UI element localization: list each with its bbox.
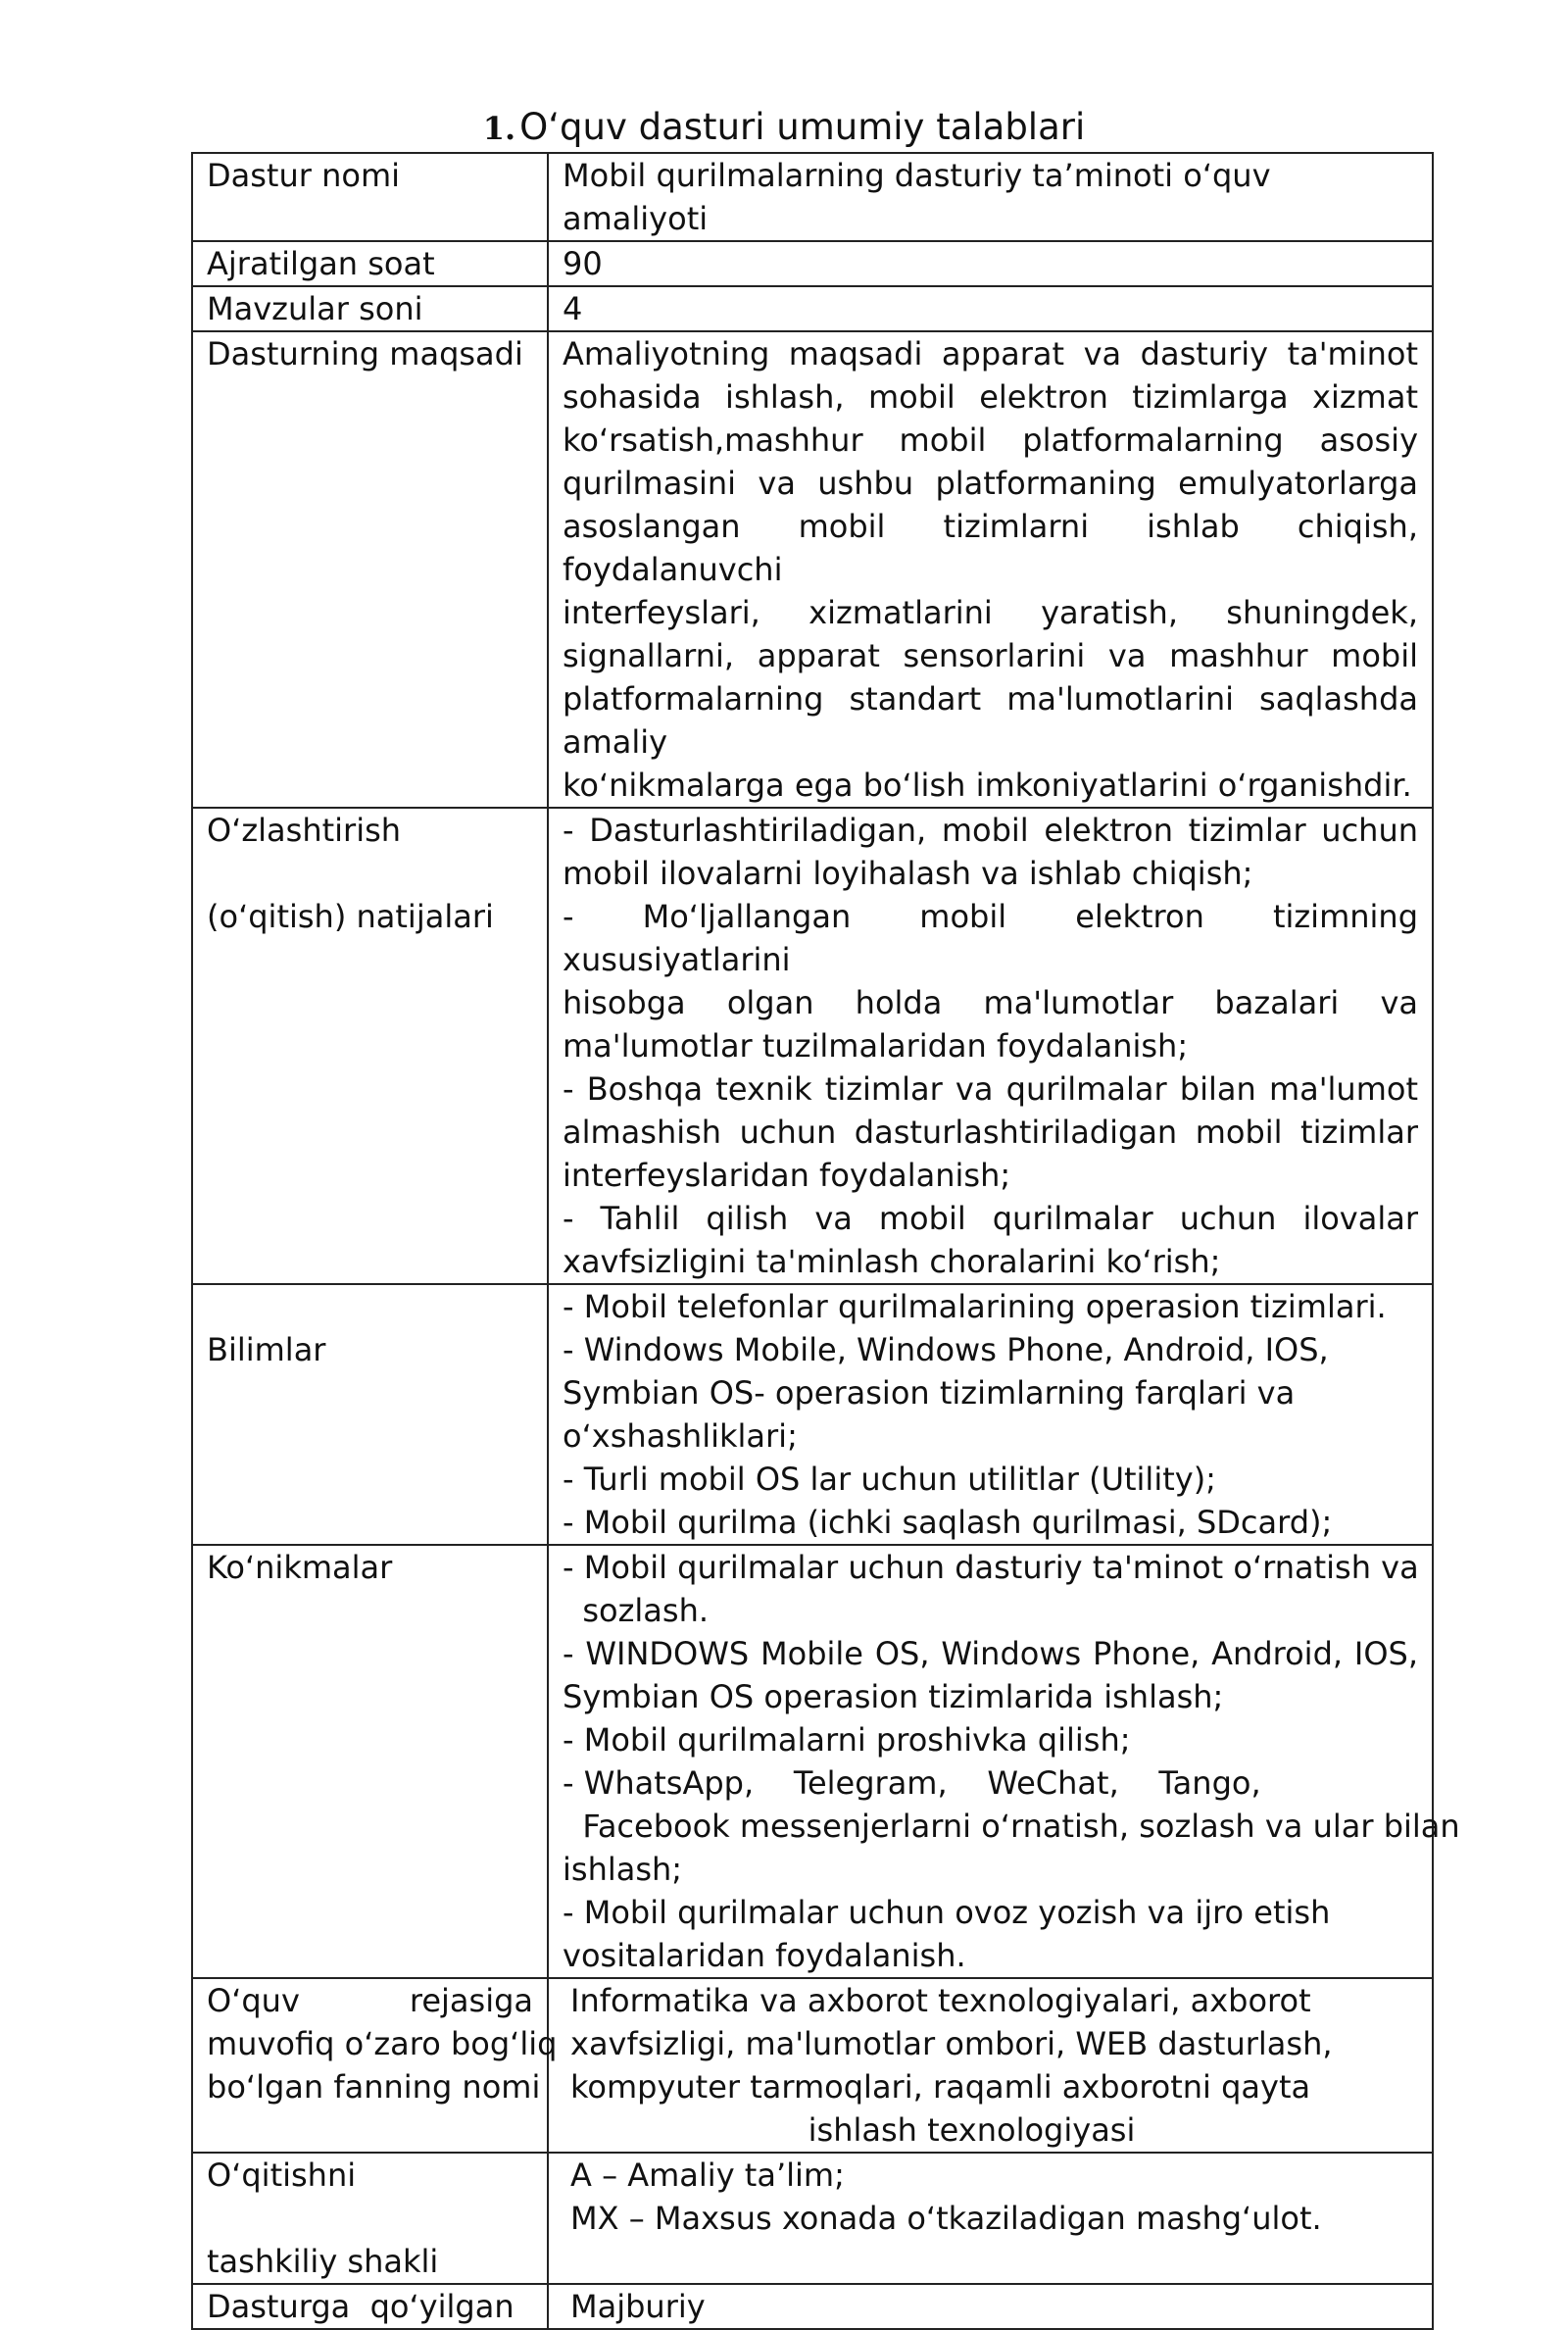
label-line: O‘quv rejasiga (207, 1982, 533, 2019)
label-cell: Ajratilgan soat (192, 241, 548, 286)
text-line: ko‘nikmalarga ega bo‘lish imkoniyatlarini o‘rganishdir. (563, 767, 1412, 804)
label-cell (192, 1978, 558, 2153)
table-row-dastur-nomi (192, 153, 1433, 241)
label-cell: Dasturning maqsadi (192, 331, 548, 808)
label-line: (o‘qitish) natijalari (207, 898, 494, 935)
text-line: xavfsizligi, ma'lumotlar ombori, WEB dasturlash, (570, 2025, 1333, 2062)
table-row-maqsad (192, 331, 1433, 808)
list-item: interfeyslaridan foydalanish; (563, 1157, 1011, 1194)
text-line: kompyuter tarmoqlari, raqamli axborotni qayta (570, 2068, 1311, 2106)
text-line: amaliy (563, 723, 668, 761)
label-cell: Mavzular soni (192, 286, 548, 331)
list-item: - Mo‘ljallangan mobil elektron tizimning xususiyatlarini (563, 898, 1418, 978)
list-item: - Mobil qurilmalarni proshivka qilish; (563, 1721, 1131, 1759)
program-requirements-table (191, 152, 1460, 2330)
text-line: asoslangan mobil tizimlarni ishlab chiqish, foydalanuvchi (563, 508, 1418, 588)
text-line: platformalarning standart ma'lumotlarini saqlashda (563, 680, 1418, 718)
section-title-text: O‘quv dasturi umumiy talablari (519, 106, 1086, 148)
list-item: ma'lumotlar tuzilmalaridan foydalanish; (563, 1027, 1189, 1065)
table-row-natijalar (192, 808, 1433, 1284)
value-cell (548, 1284, 1433, 1545)
label-line: tashkiliy shakli (207, 2243, 439, 2280)
label-line: O‘qitishni (207, 2156, 357, 2194)
section-number: 1. (482, 110, 516, 147)
label-cell (192, 2153, 548, 2284)
list-item: - Turli mobil OS lar uchun utilitlar (Utility); (563, 1461, 1216, 1498)
list-item: - Mobil qurilma (ichki saqlash qurilmasi, SDcard); (563, 1504, 1333, 1541)
list-item: almashish uchun dasturlashtiriladigan mobil tizimlar (563, 1114, 1418, 1151)
text-line: ko‘rsatish,mashhur mobil platformalarning asosiy (563, 421, 1418, 459)
list-item: MX – Maxsus xonada o‘tkaziladigan mashg‘ulot. (570, 2200, 1322, 2237)
value-cell (548, 331, 1433, 808)
table-row-konikmalar (192, 1545, 1433, 1978)
list-item: xavfsizligini ta'minlash choralarini ko‘rish; (563, 1243, 1221, 1280)
value-cell: 90 (548, 241, 1433, 286)
value-cell: 4 (548, 286, 1433, 331)
label-line: Bilimlar (207, 1331, 326, 1368)
value-cell (548, 1545, 1460, 1978)
list-item: - WINDOWS Mobile OS, Windows Phone, Android, IOS, (563, 1635, 1418, 1672)
list-item: vositalaridan foydalanish. (563, 1937, 966, 1974)
text-line: ishlash texnologiyasi (808, 2111, 1136, 2149)
list-item: - Dasturlashtiriladigan, mobil elektron tizimlar uchun (563, 812, 1418, 849)
label-line: bo‘lgan fanning nomi (207, 2068, 541, 2106)
list-item: - Windows Mobile, Windows Phone, Android, IOS, (563, 1331, 1329, 1368)
list-item: ishlash; (563, 1851, 683, 1888)
list-item: mobil ilovalarni loyihalash va ishlab chiqish; (563, 855, 1253, 892)
section-title (0, 102, 1568, 154)
list-item: - Tahlil qilish va mobil qurilmalar uchun ilovalar (563, 1200, 1418, 1237)
label-line: O‘zlashtirish (207, 812, 402, 849)
list-item: hisobga olgan holda ma'lumotlar bazalari va (563, 984, 1418, 1021)
table-row-mavzular (192, 286, 1433, 331)
value-cell (548, 2153, 1433, 2284)
text-line: Amaliyotning maqsadi apparat va dasturiy ta'minot (563, 335, 1418, 372)
table-row-soat (192, 241, 1433, 286)
label-cell: Ko‘nikmalar (192, 1545, 548, 1978)
text-line: signallarni, apparat sensorlarini va mashhur mobil (563, 637, 1418, 674)
list-item: Symbian OS- operasion tizimlarning farqlari va (563, 1374, 1296, 1412)
table-row-fanlar (192, 1978, 1433, 2153)
list-item: A – Amaliy ta’lim; (570, 2156, 845, 2194)
list-item: o‘xshashliklari; (563, 1417, 798, 1455)
value-cell: Majburiy (548, 2284, 1433, 2329)
table-row-qoyilgan (192, 2284, 1433, 2329)
label-line: muvofiq o‘zaro bog‘liq (207, 2025, 558, 2062)
label-cell: Dastur nomi (192, 153, 548, 241)
list-item: - Mobil telefonlar qurilmalarining operasion tizimlari. (563, 1288, 1387, 1325)
label-cell: Dasturga qo‘yilgan (192, 2284, 548, 2329)
list-item: Symbian OS operasion tizimlarida ishlash; (563, 1678, 1224, 1715)
list-item: - WhatsApp, Telegram, WeChat, Tango, (563, 1764, 1261, 1802)
table-row-shakl (192, 2153, 1433, 2284)
text-line: sohasida ishlash, mobil elektron tizimlarga xizmat (563, 378, 1418, 416)
text-line: Informatika va axborot texnologiyalari, axborot (570, 1982, 1311, 2019)
list-item: - Mobil qurilmalar uchun dasturiy ta'minot o‘rnatish va (563, 1549, 1419, 1586)
label-cell (192, 1284, 548, 1545)
value-cell (548, 808, 1433, 1284)
value-cell: Mobil qurilmalarning dasturiy ta’minoti o‘quv amaliyoti (548, 153, 1433, 241)
text-line: qurilmasini va ushbu platformaning emulyatorlarga (563, 465, 1418, 502)
list-item: - Boshqa texnik tizimlar va qurilmalar bilan ma'lumot (563, 1070, 1418, 1108)
value-cell (548, 1978, 1433, 2153)
list-item: - Mobil qurilmalar uchun ovoz yozish va ijro etish (563, 1894, 1331, 1931)
label-cell (192, 808, 548, 1284)
table-row-bilimlar (192, 1284, 1433, 1545)
list-item: sozlash. (563, 1592, 710, 1629)
list-item: Facebook messenjerlarni o‘rnatish, sozlash va ular bilan (563, 1808, 1460, 1845)
text-line: interfeyslari, xizmatlarini yaratish, shuningdek, (563, 594, 1418, 631)
